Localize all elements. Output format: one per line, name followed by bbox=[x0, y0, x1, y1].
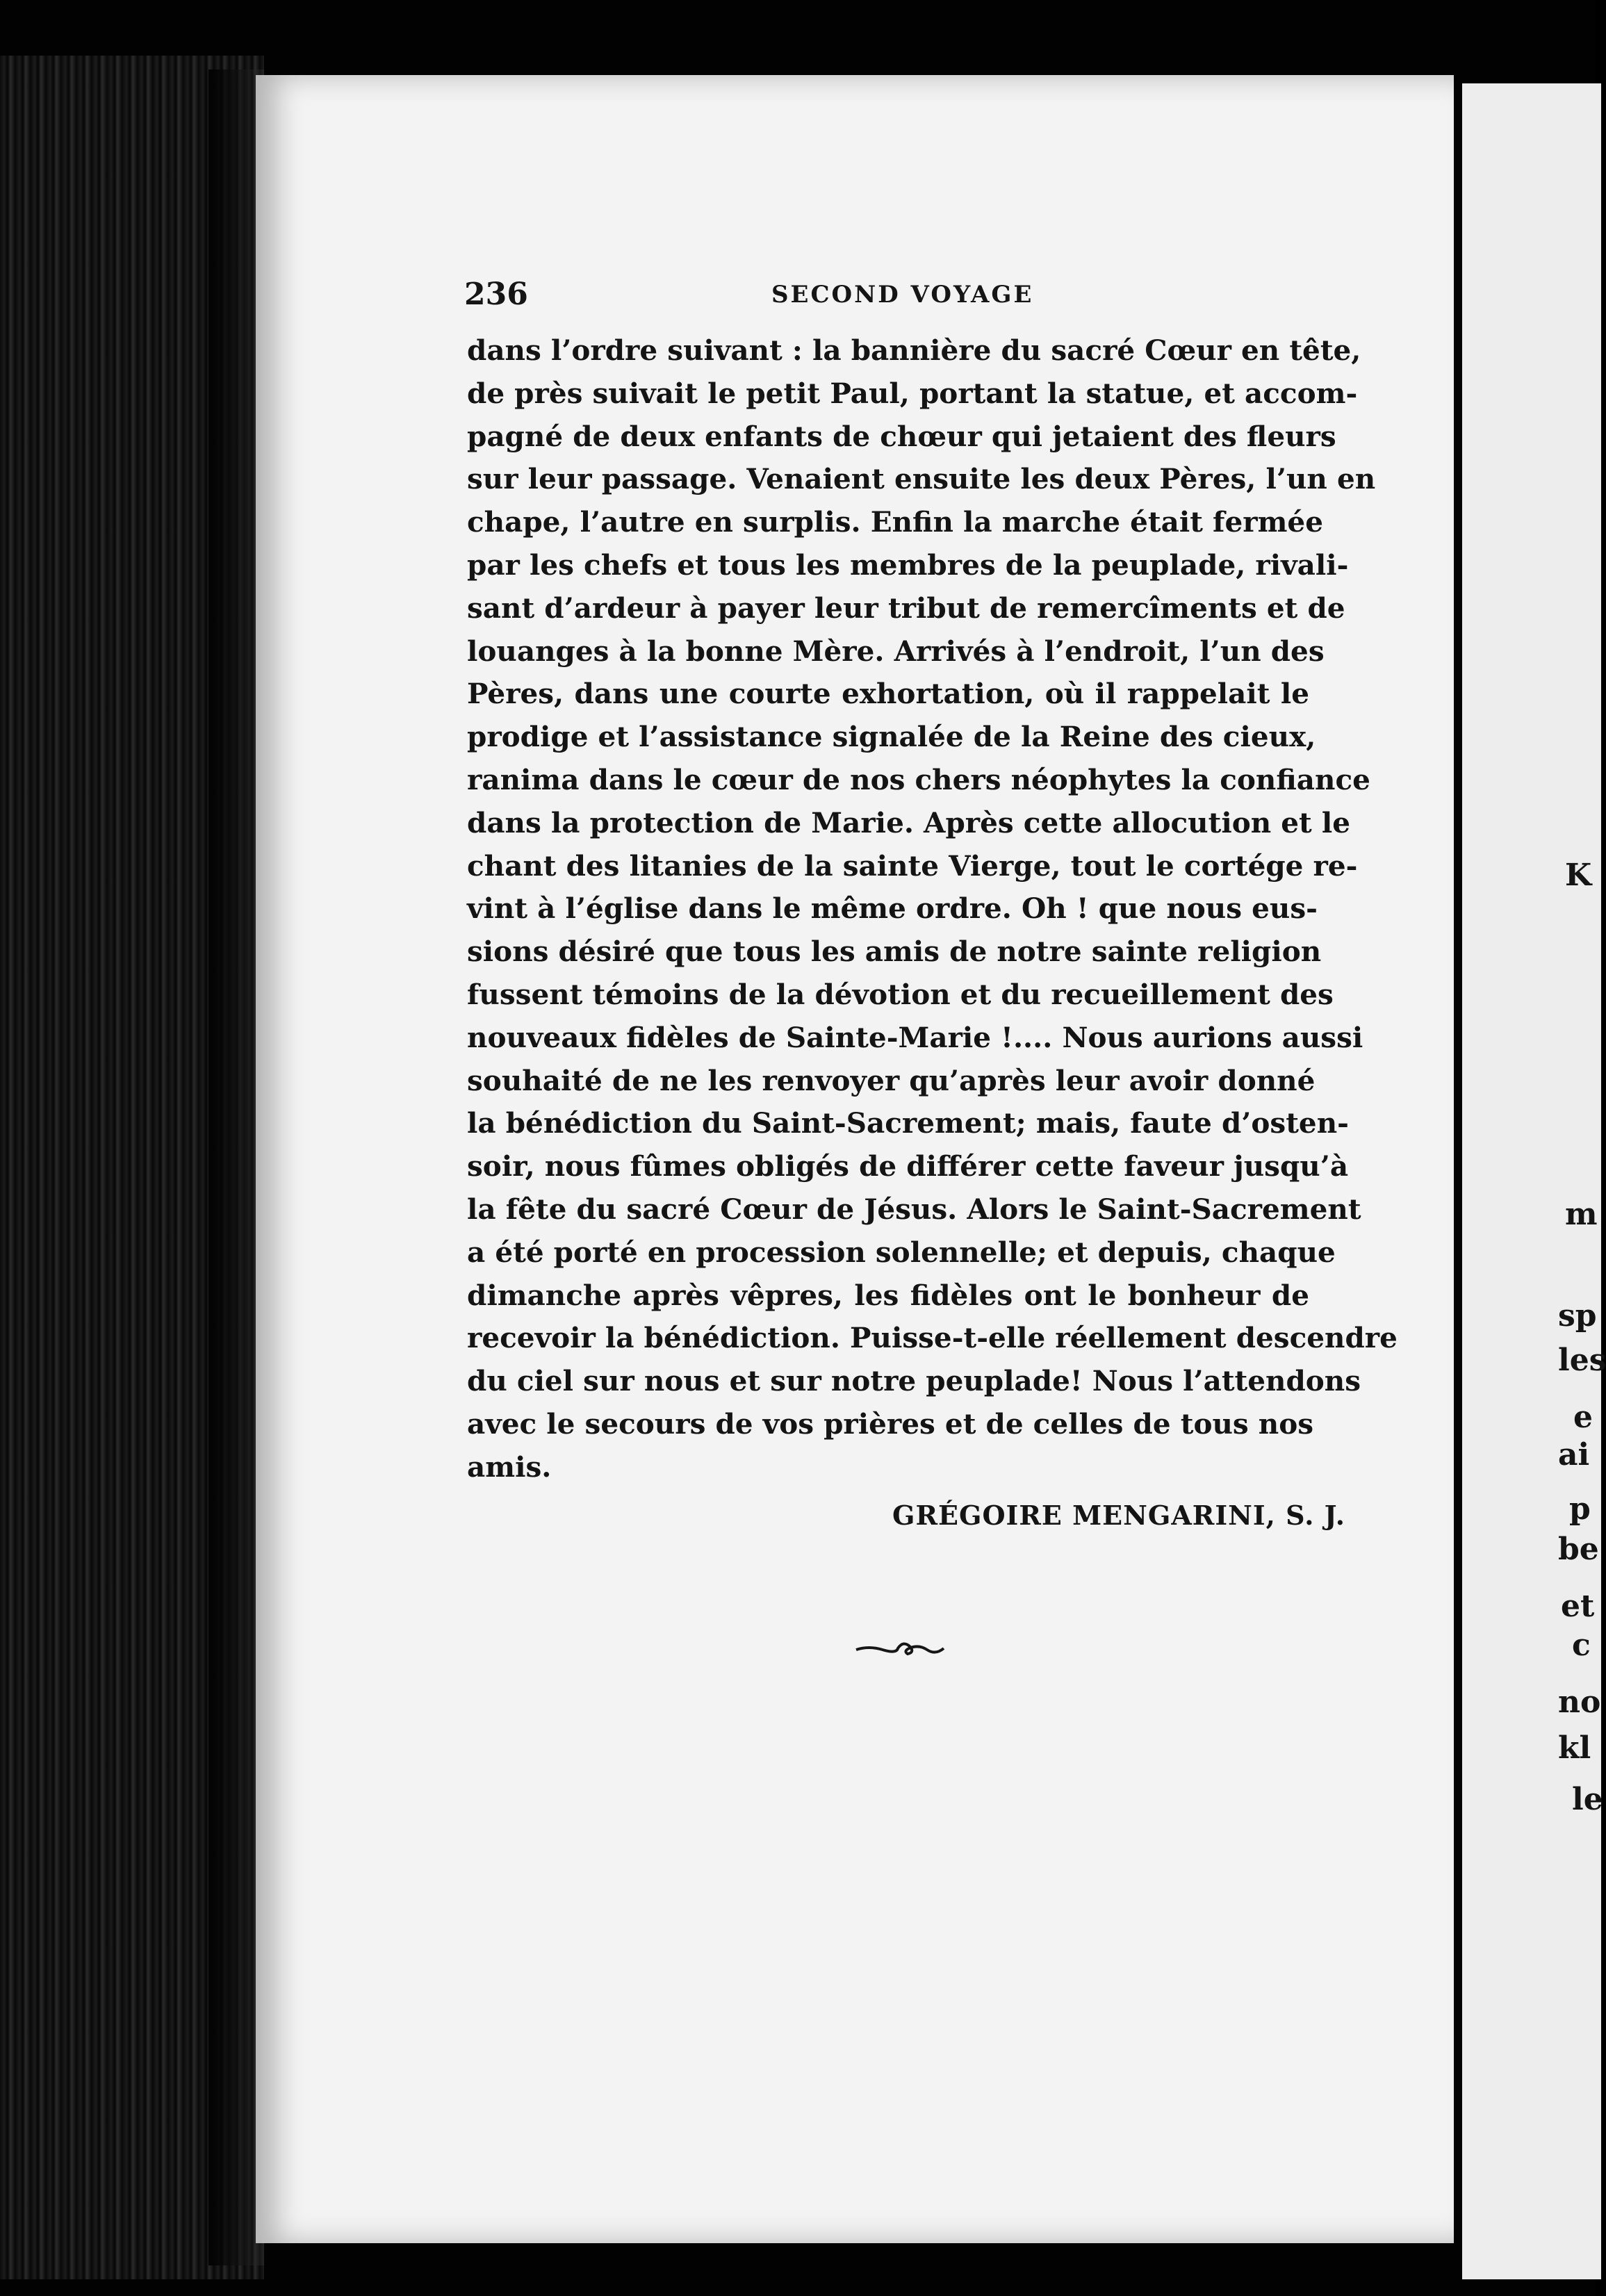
right-page-fragment: p bbox=[1569, 1491, 1591, 1527]
right-page-fragment: ai bbox=[1558, 1437, 1590, 1473]
text-line: recevoir la bénédiction. Puisse-t-elle réellement descendre bbox=[467, 1321, 1398, 1355]
text-line: la bénédiction du Saint-Sacrement; mais, faute d’osten- bbox=[467, 1106, 1349, 1140]
running-title: SECOND VOYAGE bbox=[771, 281, 1034, 309]
right-page-fragment: m bbox=[1565, 1197, 1598, 1232]
text-line: dans l’ordre suivant : la bannière du sacré Cœur en tête, bbox=[467, 334, 1361, 367]
right-page-fragment: sp bbox=[1558, 1298, 1597, 1334]
text-line: sant d’ardeur à payer leur tribut de remercîments et de bbox=[467, 591, 1345, 625]
right-page-fragment: c bbox=[1572, 1627, 1591, 1663]
text-line: a été porté en procession solennelle; et depuis, chaque bbox=[467, 1235, 1336, 1269]
text-line: soir, nous fûmes obligés de différer cette faveur jusqu’à bbox=[467, 1149, 1349, 1183]
text-line: chape, l’autre en surplis. Enfin la marche était fermée bbox=[467, 505, 1323, 539]
text-line: sions désiré que tous les amis de notre sainte religion bbox=[467, 935, 1322, 969]
right-page-fragment: K bbox=[1565, 858, 1592, 893]
text-line: chant des litanies de la sainte Vierge, tout le cortége re- bbox=[467, 848, 1358, 883]
text-line: souhaité de ne les renvoyer qu’après leur avoir donné bbox=[467, 1063, 1316, 1097]
text-line: par les chefs et tous les membres de la peuplade, rivali- bbox=[467, 548, 1349, 582]
text-line: nouveaux fidèles de Sainte-Marie !.... Nous aurions aussi bbox=[467, 1020, 1363, 1054]
text-line: avec le secours de vos prières et de celles de tous nos bbox=[467, 1407, 1314, 1441]
page-header bbox=[464, 277, 1298, 318]
ornament-icon bbox=[855, 1634, 945, 1662]
right-page-fragments bbox=[1554, 0, 1606, 2296]
text-line: amis. bbox=[467, 1450, 552, 1484]
text-line: la fête du sacré Cœur de Jésus. Alors le Saint-Sacrement bbox=[467, 1192, 1361, 1226]
text-line: dans la protection de Marie. Après cette allocution et le bbox=[467, 805, 1351, 839]
text-line: vint à l’église dans le même ordre. Oh ! que nous eus- bbox=[467, 892, 1318, 926]
text-line: louanges à la bonne Mère. Arrivés à l’endroit, l’un des bbox=[467, 634, 1325, 668]
right-page-fragment: be bbox=[1558, 1532, 1599, 1567]
right-page-fragment: le bbox=[1572, 1782, 1603, 1817]
text-line: fussent témoins de la dévotion et du recueillement des bbox=[467, 977, 1334, 1011]
body-text bbox=[467, 329, 1398, 1489]
text-line: de près suivait le petit Paul, portant la statue, et accom- bbox=[467, 376, 1358, 410]
text-line: Pères, dans une courte exhortation, où il rappelait le bbox=[467, 677, 1309, 711]
text-line: ranima dans le cœur de nos chers néophytes la confiance bbox=[467, 762, 1370, 796]
text-line: prodige et l’assistance signalée de la Reine des cieux, bbox=[467, 720, 1316, 754]
right-page-fragment: les bbox=[1558, 1343, 1606, 1378]
page-number: 236 bbox=[464, 277, 528, 312]
text-line: pagné de deux enfants de chœur qui jetaient des fleurs bbox=[467, 419, 1336, 453]
right-page-fragment: no bbox=[1558, 1684, 1601, 1720]
signature: GRÉGOIRE MENGARINI, S. J. bbox=[892, 1500, 1345, 1531]
right-page-fragment: e bbox=[1573, 1400, 1593, 1435]
right-page-fragment: kl bbox=[1558, 1730, 1591, 1766]
text-line: dimanche après vêpres, les fidèles ont le bonheur de bbox=[467, 1278, 1309, 1312]
right-page-fragment: et bbox=[1561, 1589, 1595, 1624]
text-line: du ciel sur nous et sur notre peuplade! Nous l’attendons bbox=[467, 1364, 1361, 1398]
text-line: sur leur passage. Venaient ensuite les deux Pères, l’un en bbox=[467, 462, 1376, 496]
